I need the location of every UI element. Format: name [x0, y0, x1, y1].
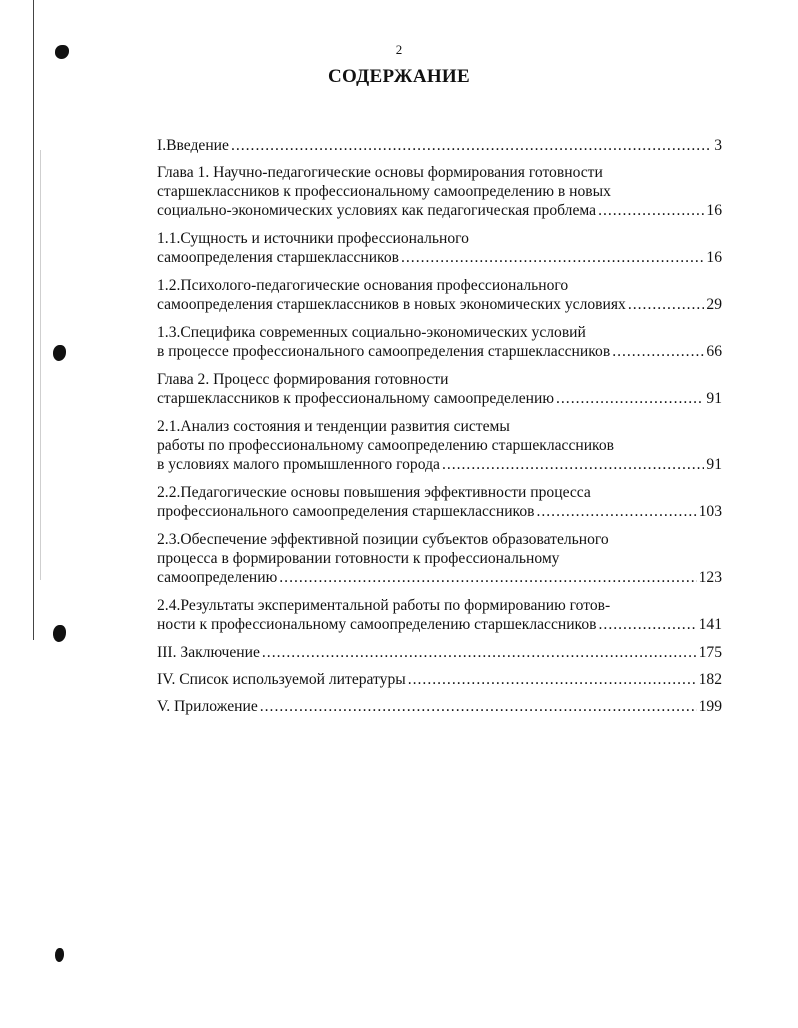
dot-leader [612, 342, 704, 361]
toc-entry [157, 136, 722, 155]
toc-entry [157, 370, 722, 408]
toc-entry-title: III. Заключение [157, 644, 260, 661]
toc-entry-page-number: 91 [706, 456, 722, 473]
toc-entry-page-number: 16 [706, 249, 722, 266]
toc-entry-line: 1.3.Специфика современных социально-экономических условий [157, 324, 586, 341]
dot-leader [260, 697, 697, 716]
dot-leader [279, 568, 696, 587]
toc-entry [157, 596, 722, 634]
toc-entry [157, 530, 722, 587]
toc-entry [157, 163, 722, 220]
toc-entry-leader-line [157, 455, 722, 474]
toc-entry-line: 1.1.Сущность и источники профессионального [157, 230, 469, 247]
toc-entry-leader-line [157, 201, 722, 220]
scan-edge-line [33, 0, 34, 640]
toc-entry-page-number: 103 [698, 503, 722, 520]
toc-entry-leader-line [157, 389, 722, 408]
toc-entry-line: процесса в формировании готовности к профессиональному [157, 550, 560, 567]
toc-entry-line: 2.2.Педагогические основы повышения эффективности процесса [157, 484, 591, 501]
hole-punch-mark-2 [53, 345, 66, 361]
dot-leader [408, 670, 697, 689]
toc-entry-leader-line [157, 136, 722, 155]
toc-entry [157, 276, 722, 314]
toc-entry-line: 1.2.Психолого-педагогические основания профессионального [157, 277, 569, 294]
toc-entry-page-number: 199 [698, 698, 722, 715]
toc-entry-title: старшеклассников к профессиональному самоопределению [157, 390, 554, 407]
toc-entry [157, 697, 722, 716]
page-number: 2 [395, 42, 403, 57]
toc-entry-line: 2.1.Анализ состояния и тенденции развития системы [157, 418, 510, 435]
toc-entry [157, 643, 722, 662]
dot-leader [628, 295, 705, 314]
dot-leader [556, 389, 704, 408]
hole-punch-mark-4 [55, 948, 64, 962]
scan-edge-line-faint [40, 150, 41, 580]
toc-entry [157, 417, 722, 474]
toc-entry-title: в процессе профессионального самоопределения старшеклассников [157, 343, 611, 360]
dot-leader [599, 615, 697, 634]
toc-entry-leader-line [157, 248, 722, 267]
toc-entry-title: в условиях малого промышленного города [157, 456, 440, 473]
toc-entry-line: Глава 1. Научно-педагогические основы формирования готовности [157, 164, 603, 181]
toc-entry-title: IV. Список используемой литературы [157, 671, 406, 688]
toc-entry-page-number: 3 [714, 137, 722, 154]
toc-entry-title: I.Введение [157, 137, 229, 154]
toc-entry-title: социально-экономических условиях как педагогическая проблема [157, 202, 597, 219]
toc-entry-leader-line [157, 670, 722, 689]
toc-entry [157, 229, 722, 267]
toc-entry-leader-line [157, 568, 722, 587]
toc-entry-leader-line [157, 697, 722, 716]
toc-entry [157, 323, 722, 361]
toc-entry-leader-line [157, 502, 722, 521]
toc-entry-page-number: 29 [706, 296, 722, 313]
toc-entry-page-number: 141 [698, 616, 722, 633]
toc-entry-line: старшеклассников к профессиональному самоопределению в новых [157, 183, 611, 200]
toc-entry-line: 2.4.Результаты экспериментальной работы по формированию готов- [157, 597, 611, 614]
toc-entry [157, 483, 722, 521]
toc-entry-leader-line [157, 295, 722, 314]
dot-leader [598, 201, 704, 220]
toc-entry-page-number: 123 [698, 569, 722, 586]
toc-entry-title: самоопределения старшеклассников [157, 249, 399, 266]
toc-entry-line: работы по профессиональному самоопределению старшеклассников [157, 437, 614, 454]
table-of-contents [157, 136, 722, 724]
toc-entry-title: самоопределению [157, 569, 278, 586]
toc-entry-page-number: 182 [698, 671, 722, 688]
hole-punch-mark-3 [53, 625, 66, 642]
page-title: СОДЕРЖАНИЕ [328, 66, 470, 87]
toc-entry-line: Глава 2. Процесс формирования готовности [157, 371, 449, 388]
toc-entry-title: профессионального самоопределения старшеклассников [157, 503, 535, 520]
toc-entry-leader-line [157, 615, 722, 634]
dot-leader [231, 136, 712, 155]
dot-leader [401, 248, 704, 267]
toc-entry-page-number: 91 [706, 390, 722, 407]
dot-leader [262, 643, 697, 662]
toc-entry-leader-line [157, 643, 722, 662]
toc-entry-line: 2.3.Обеспечение эффективной позиции субъектов образовательного [157, 531, 609, 548]
dot-leader [536, 502, 696, 521]
toc-entry-title: ности к профессиональному самоопределению старшеклассников [157, 616, 597, 633]
dot-leader [442, 455, 704, 474]
toc-entry-title: V. Приложение [157, 698, 258, 715]
toc-entry-page-number: 16 [706, 202, 722, 219]
toc-entry-page-number: 66 [706, 343, 722, 360]
toc-entry-title: самоопределения старшеклассников в новых экономических условиях [157, 296, 626, 313]
toc-entry [157, 670, 722, 689]
toc-entry-leader-line [157, 342, 722, 361]
toc-entry-page-number: 175 [698, 644, 722, 661]
